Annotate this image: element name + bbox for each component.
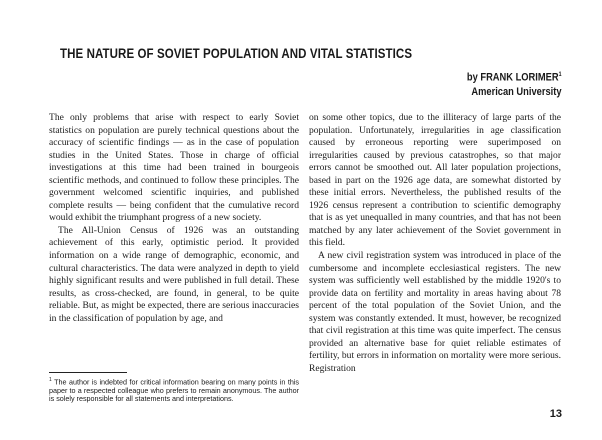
author-line bbox=[467, 68, 562, 85]
author-name: by FRANK LORIMER bbox=[467, 71, 560, 84]
byline bbox=[467, 68, 562, 99]
article-title: THE NATURE OF SOVIET POPULATION AND VITAL STATISTICS bbox=[60, 46, 413, 61]
paragraph: The only problems that arise with respect to early Soviet statistics on population are purely technical questions about the accuracy of scientific findings — as in the case of population studies in the United States. Those in charge of official investigations at this time had been trained in bourgeois scientific methods, and continued to follow these principles. The government welcomed scientific inquiries, and published complete results — being confident that the cumulative record would exhibit the triumphant progress of a new society. bbox=[49, 112, 299, 224]
footnote-mark: 1 bbox=[49, 377, 52, 383]
paragraph: A new civil registration system was introduced in place of the cumbersome and incomplete ecclesiastical registers. The new system was sufficiently well established by the middle 1920's to provide data on fertility and mortality in areas having about 78 percent of the total population of the Soviet Union, and the system was constantly extended. It must, however, be recognized that civil registration at this time was quite imperfect. The census provided an alternative base for quiet reliable estimates of fertility, but errors in information on mortality were more serious. Registration bbox=[309, 250, 561, 374]
footnote-rule bbox=[49, 372, 127, 373]
footnote-text: The author is indebted for critical information bearing on many points in this paper to a respected colleague who prefers to remain anonymous. The author is solely responsible for all statements and interpretations. bbox=[49, 377, 300, 403]
author-footnote-mark: 1 bbox=[559, 72, 562, 78]
footnote bbox=[49, 376, 299, 403]
paragraph: The All-Union Census of 1926 was an outstanding achievement of this early, optimistic period. It provided information on a wide range of demographic, economic, and cultural characteristics. The data were analyzed in depth to yield highly significant results and were published in full detail. These results, as cross-checked, are found, in general, to be quite reliable. But, as might be expected, there are serious inaccuracies in the classification of population by age, and bbox=[49, 224, 299, 324]
right-column bbox=[309, 112, 561, 375]
page-number: 13 bbox=[549, 408, 562, 420]
affiliation: American University bbox=[471, 85, 562, 98]
paragraph: on some other topics, due to the illiteracy of large parts of the population. Unfortunately, irregularities in age classification caused by erroneous reporting were superimposed on irregularities caused by previous catastrophes, so that major errors cannot be smoothed out. All later population projections, based in part on the 1926 age data, are somewhat distorted by these initial errors. Nevertheless, the published results of the 1926 census represent a contribution to scientific demography that is as yet unequalled in many countries, and that has not been matched by any later achievement of the Soviet government in this field. bbox=[309, 112, 561, 249]
left-column bbox=[49, 112, 299, 325]
